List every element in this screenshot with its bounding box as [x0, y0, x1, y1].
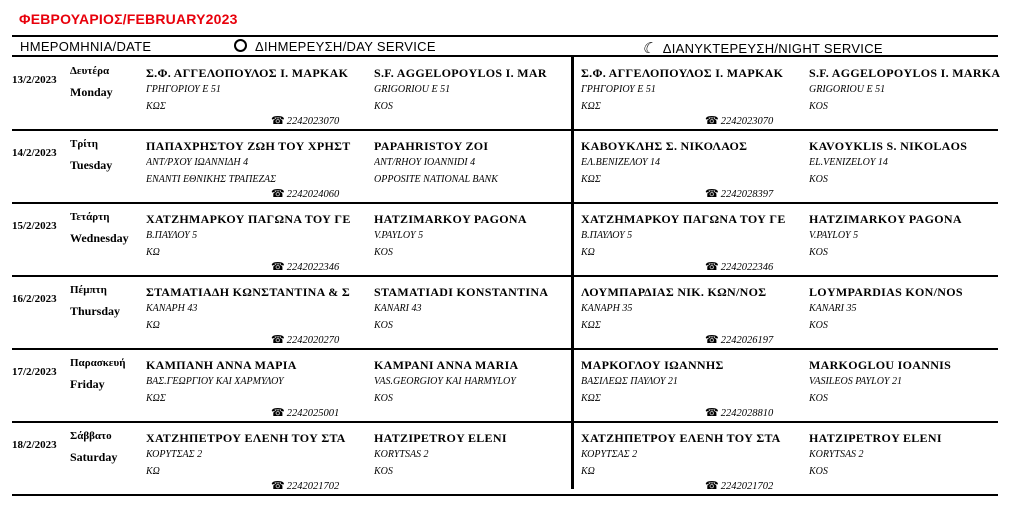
night-greek-city: ΚΩΣ: [581, 101, 601, 112]
row-divider: [12, 275, 998, 277]
night-greek-address: ΓΡΗΓΟΡΙΟΥ Ε 51: [581, 84, 656, 95]
schedule-row: [12, 205, 998, 277]
row-weekday-english: Friday: [70, 377, 105, 391]
row-weekday-greek: Τετάρτη: [70, 211, 110, 223]
day-english-name: HATZIMARKOY PAGONA: [374, 212, 527, 226]
day-greek-name: Σ.Φ. ΑΓΓΕΛΟΠΟΥΛΟΣ Ι. ΜΑΡΚΑΚ: [146, 66, 349, 80]
day-english-city: KOS: [374, 247, 393, 258]
night-phone-number: 2242026197: [720, 335, 774, 346]
day-phone-number: 2242023070: [286, 116, 340, 127]
header-day-service: [234, 39, 436, 54]
schedule-row: [12, 351, 998, 423]
day-pharmacy-greek: [146, 430, 372, 480]
night-pharmacy-greek: [581, 430, 807, 480]
day-phone: [271, 333, 339, 346]
night-phone-number: 2242028397: [720, 189, 774, 200]
night-english-address: KORYTSAS 2: [809, 449, 864, 460]
phone-icon: ☎: [705, 261, 719, 273]
night-phone-number: 2242021702: [720, 481, 774, 492]
night-pharmacy-english: [809, 284, 1009, 334]
row-weekday-greek: Παρασκευή: [70, 357, 126, 369]
row-divider: [12, 421, 998, 423]
day-english-name: HATZIPETROY ELENI: [374, 431, 507, 445]
phone-icon: ☎: [705, 407, 719, 419]
day-english-city: OPPOSITE NATIONAL BANK: [374, 174, 498, 185]
night-english-city: KOS: [809, 466, 828, 477]
day-pharmacy-greek: [146, 138, 372, 188]
night-greek-city: ΚΩΣ: [581, 174, 601, 185]
day-english-address: ANT/RHOY IOANNIDI 4: [374, 157, 476, 168]
night-greek-city: ΚΩΣ: [581, 393, 601, 404]
night-greek-name: Σ.Φ. ΑΓΓΕΛΟΠΟΥΛΟΣ Ι. ΜΑΡΚΑΚ: [581, 66, 784, 80]
night-english-name: MARKOGLOU IOANNIS: [809, 358, 952, 372]
day-pharmacy-greek: [146, 65, 372, 115]
night-english-name: HATZIPETROY ELENI: [809, 431, 942, 445]
night-pharmacy-english: [809, 211, 1009, 261]
night-greek-name: ΧΑΤΖΗΠΕΤΡΟΥ ΕΛΕΝΗ ΤΟΥ ΣΤΑ: [581, 431, 781, 445]
day-phone: [271, 479, 339, 492]
row-divider: [12, 348, 998, 350]
phone-icon: ☎: [705, 188, 719, 200]
night-phone-number: 2242028810: [720, 408, 774, 419]
day-english-name: S.F. AGGELOPOYLOS I. MAR: [374, 66, 547, 80]
row-weekday-greek: Πέμπτη: [70, 284, 107, 296]
day-english-city: KOS: [374, 320, 393, 331]
day-greek-city: ΚΩΣ: [146, 393, 166, 404]
night-phone-number: 2242023070: [720, 116, 774, 127]
night-phone: [705, 406, 773, 419]
night-english-address: KANARI 35: [809, 303, 857, 314]
day-english-address: KANARI 43: [374, 303, 422, 314]
day-phone: [271, 114, 339, 127]
phone-icon: ☎: [705, 480, 719, 492]
day-phone-number: 2242025001: [286, 408, 340, 419]
day-english-name: PAPAHRISTOY ZOI: [374, 139, 489, 153]
day-english-address: GRIGORIOU E 51: [374, 84, 451, 95]
phone-icon: ☎: [271, 115, 285, 127]
day-pharmacy-greek: [146, 357, 372, 407]
row-weekday-greek: Σάββατο: [70, 430, 112, 442]
night-greek-city: ΚΩ: [581, 247, 595, 258]
phone-icon: ☎: [705, 334, 719, 346]
day-greek-city: ΚΩ: [146, 247, 160, 258]
table-header: [12, 35, 998, 57]
row-divider: [12, 202, 998, 204]
night-greek-address: ΒΑΣΙΛΕΩΣ ΠΑΥΛΟΥ 21: [581, 376, 678, 387]
day-greek-address: ΓΡΗΓΟΡΙΟΥ Ε 51: [146, 84, 221, 95]
day-phone-number: 2242024060: [286, 189, 340, 200]
row-weekday-greek: Τρίτη: [70, 138, 98, 150]
night-english-city: KOS: [809, 320, 828, 331]
day-greek-city: ΚΩΣ: [146, 101, 166, 112]
night-english-address: GRIGORIOU E 51: [809, 84, 886, 95]
day-phone-number: 2242020270: [286, 335, 340, 346]
night-pharmacy-english: [809, 65, 1009, 115]
row-date: 18/2/2023: [12, 439, 57, 451]
row-date: 13/2/2023: [12, 74, 57, 86]
row-date: 16/2/2023: [12, 293, 57, 305]
day-pharmacy-english: [374, 211, 600, 261]
day-greek-address: ΑΝΤ/ΡΧΟΥ ΙΩΑΝΝΙΔΗ 4: [146, 157, 249, 168]
night-greek-address: Β.ΠΑΥΛΟΥ 5: [581, 230, 633, 241]
moon-icon: ☾: [642, 40, 656, 57]
night-english-name: HATZIMARKOY PAGONA: [809, 212, 962, 226]
day-phone: [271, 260, 339, 273]
header-night-label: ΔΙΑΝΥΚΤΕΡΕΥΣΗ/NIGHT SERVICE: [662, 41, 883, 56]
day-english-address: V.PAYLOY 5: [374, 230, 424, 241]
phone-icon: ☎: [705, 115, 719, 127]
day-greek-name: ΧΑΤΖΗΠΕΤΡΟΥ ΕΛΕΝΗ ΤΟΥ ΣΤΑ: [146, 431, 346, 445]
day-english-city: KOS: [374, 393, 393, 404]
night-greek-address: ΚΑΝΑΡΗ 35: [581, 303, 633, 314]
day-english-city: KOS: [374, 466, 393, 477]
day-phone: [271, 187, 339, 200]
day-pharmacy-english: [374, 357, 600, 407]
night-phone: [705, 187, 773, 200]
night-phone: [705, 260, 773, 273]
phone-icon: ☎: [271, 480, 285, 492]
night-phone-number: 2242022346: [720, 262, 774, 273]
row-date: 15/2/2023: [12, 220, 57, 232]
row-date: 17/2/2023: [12, 366, 57, 378]
night-greek-name: ΧΑΤΖΗΜΑΡΚΟΥ ΠΑΓΩΝΑ ΤΟΥ ΓΕ: [581, 212, 786, 226]
day-pharmacy-english: [374, 65, 600, 115]
row-divider: [12, 129, 998, 131]
night-english-city: KOS: [809, 101, 828, 112]
day-english-address: KORYTSAS 2: [374, 449, 429, 460]
night-phone: [705, 479, 773, 492]
day-greek-city: ΚΩ: [146, 320, 160, 331]
night-pharmacy-greek: [581, 357, 807, 407]
day-pharmacy-english: [374, 138, 600, 188]
night-english-address: EL.VENIZELOY 14: [809, 157, 888, 168]
night-english-name: LOYMPARDIAS KON/NOS: [809, 285, 963, 299]
row-weekday-greek: Δευτέρα: [70, 65, 110, 77]
header-night-service: [642, 39, 883, 57]
night-english-name: KAVOYKLIS S. NIKOLAOS: [809, 139, 968, 153]
day-pharmacy-greek: [146, 284, 372, 334]
phone-icon: ☎: [271, 407, 285, 419]
row-weekday-english: Wednesday: [70, 231, 129, 245]
day-english-name: KAMPANI ANNA MARIA: [374, 358, 519, 372]
phone-icon: ☎: [271, 188, 285, 200]
phone-icon: ☎: [271, 261, 285, 273]
night-english-city: KOS: [809, 247, 828, 258]
night-greek-city: ΚΩ: [581, 466, 595, 477]
night-english-city: KOS: [809, 174, 828, 185]
day-greek-name: ΚΑΜΠΑΝΗ ΑΝΝΑ ΜΑΡΙΑ: [146, 358, 297, 372]
night-english-address: V.PAYLOY 5: [809, 230, 859, 241]
day-greek-address: Β.ΠΑΥΛΟΥ 5: [146, 230, 198, 241]
night-greek-name: ΛΟΥΜΠΑΡΔΙΑΣ ΝΙΚ. ΚΩΝ/ΝΟΣ: [581, 285, 767, 299]
phone-icon: ☎: [271, 334, 285, 346]
day-english-city: KOS: [374, 101, 393, 112]
night-pharmacy-english: [809, 430, 1009, 480]
row-weekday-english: Thursday: [70, 304, 121, 318]
day-greek-address: ΒΑΣ.ΓΕΩΡΓΙΟΥ ΚΑΙ ΧΑΡΜΥΛΟΥ: [146, 376, 284, 387]
day-greek-name: ΣΤΑΜΑΤΙΑΔΗ ΚΩΝΣΤΑΝΤΙΝΑ & Σ: [146, 285, 350, 299]
header-date: ΗΜΕΡΟΜΗΝΙΑ/DATE: [20, 39, 152, 54]
sun-icon: [234, 39, 247, 52]
row-weekday-english: Monday: [70, 85, 113, 99]
day-greek-address: ΚΑΝΑΡΗ 43: [146, 303, 198, 314]
night-english-address: VASILEOS PAYLOY 21: [809, 376, 902, 387]
day-phone-number: 2242022346: [286, 262, 340, 273]
night-greek-name: ΜΑΡΚΟΓΛΟΥ ΙΩΑΝΝΗΣ: [581, 358, 724, 372]
night-pharmacy-greek: [581, 65, 807, 115]
row-date: 14/2/2023: [12, 147, 57, 159]
day-pharmacy-greek: [146, 211, 372, 261]
day-greek-address: ΚΟΡΥΤΣΑΣ 2: [146, 449, 203, 460]
night-pharmacy-english: [809, 138, 1009, 188]
day-greek-name: ΧΑΤΖΗΜΑΡΚΟΥ ΠΑΓΩΝΑ ΤΟΥ ΓΕ: [146, 212, 351, 226]
schedule-row: [12, 424, 998, 496]
day-english-name: STAMATIADI KONSTANTINA: [374, 285, 549, 299]
day-greek-city: ΚΩ: [146, 466, 160, 477]
night-pharmacy-greek: [581, 138, 807, 188]
schedule-row: [12, 278, 998, 350]
night-pharmacy-english: [809, 357, 1009, 407]
day-greek-city: ΕΝΑΝΤΙ ΕΘΝΙΚΗΣ ΤΡΑΠΕΖΑΣ: [146, 174, 277, 185]
night-greek-address: ΕΛ.ΒΕΝΙΖΕΛΟΥ 14: [581, 157, 661, 168]
night-greek-name: ΚΑΒΟΥΚΛΗΣ Σ. ΝΙΚΟΛΑΟΣ: [581, 139, 748, 153]
night-pharmacy-greek: [581, 284, 807, 334]
day-pharmacy-english: [374, 284, 600, 334]
schedule-row: [12, 59, 1001, 131]
night-greek-address: ΚΟΡΥΤΣΑΣ 2: [581, 449, 638, 460]
night-pharmacy-greek: [581, 211, 807, 261]
night-phone: [705, 333, 773, 346]
day-phone-number: 2242021702: [286, 481, 340, 492]
header-day-label: ΔΙΗΜΕΡΕΥΣΗ/DAY SERVICE: [255, 39, 436, 54]
day-phone: [271, 406, 339, 419]
page-title: ΦΕΒΡΟΥΑΡΙΟΣ/FEBRUARY2023: [19, 11, 238, 27]
row-divider: [12, 494, 998, 496]
night-english-city: KOS: [809, 393, 828, 404]
row-weekday-english: Tuesday: [70, 158, 113, 172]
day-english-address: VAS.GEORGIOY KAI HARMYLOY: [374, 376, 516, 387]
night-greek-city: ΚΩΣ: [581, 320, 601, 331]
night-phone: [705, 114, 773, 127]
schedule-row: [12, 132, 998, 204]
day-greek-name: ΠΑΠΑΧΡΗΣΤΟΥ ΖΩΗ ΤΟΥ ΧΡΗΣΤ: [146, 139, 351, 153]
night-english-name: S.F. AGGELOPOYLOS I. MARKA: [809, 66, 1001, 80]
row-weekday-english: Saturday: [70, 450, 118, 464]
day-pharmacy-english: [374, 430, 600, 480]
